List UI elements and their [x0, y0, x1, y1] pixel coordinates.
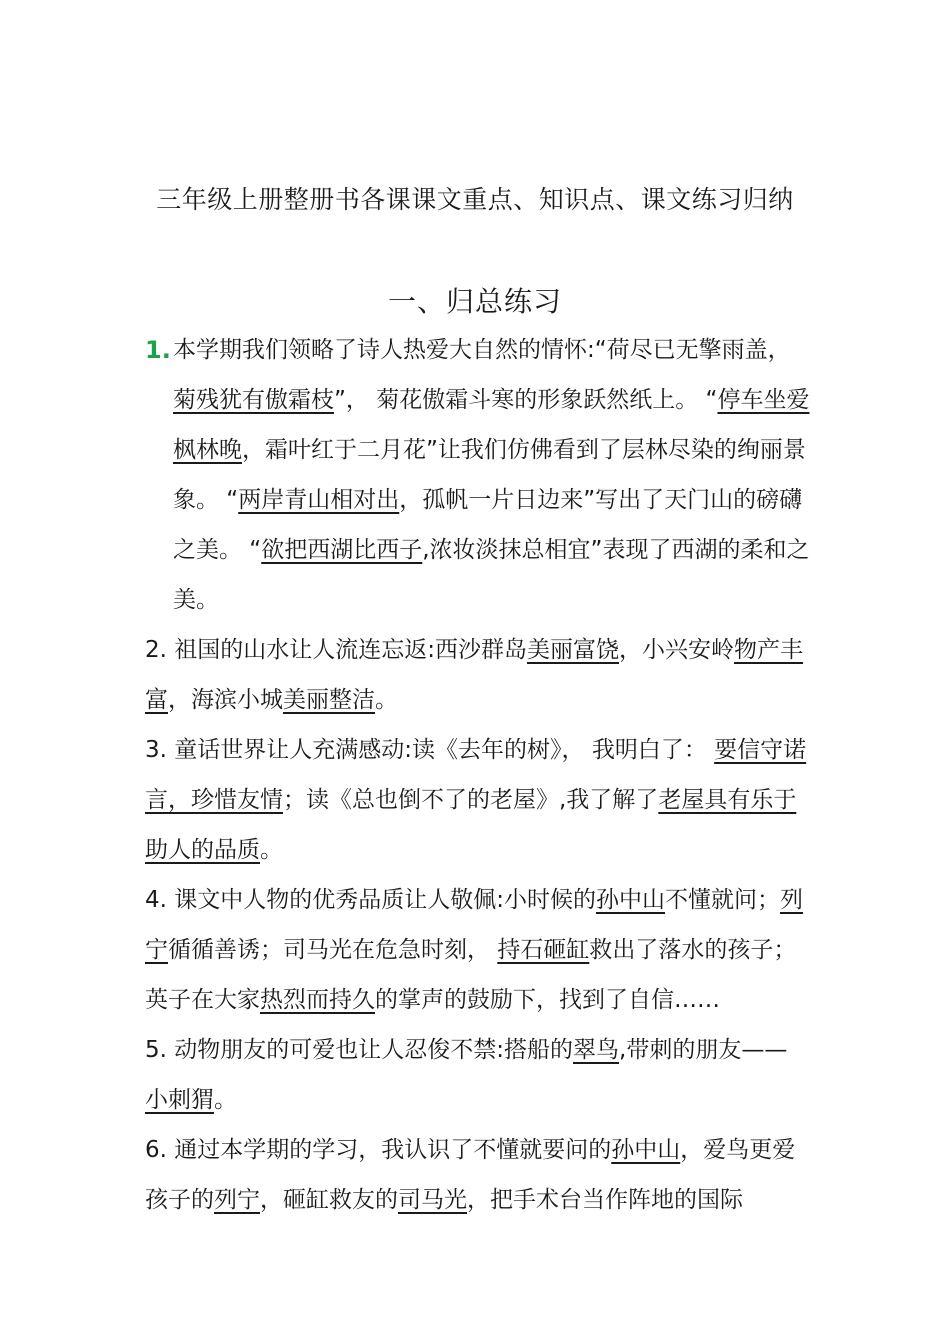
document-title: 三年级上册整册书各课课文重点、知识点、课文练习归纳 — [156, 185, 794, 214]
underlined-text: 欲把西湖比西子 — [261, 537, 423, 563]
item-text: 本学期我们领略了诗人热爱大自然的情怀:“荷尽已无擎雨盖， — [173, 337, 791, 363]
underlined-text: 司马光 — [398, 1187, 467, 1213]
item-text: 。 — [375, 687, 398, 713]
item-text: ，爱鸟更爱孩子的 — [145, 1137, 796, 1213]
underlined-text: 持石砸缸 — [497, 937, 590, 963]
underlined-text: 停车坐爱枫林晚 — [173, 387, 810, 463]
item-text: 。 — [260, 837, 283, 863]
underlined-text: 菊残犹有傲霜枝 — [173, 387, 334, 413]
underlined-text: 热烈而持久 — [260, 987, 375, 1013]
underlined-text: 孙中山 — [611, 1137, 681, 1163]
underlined-text: 列宁 — [214, 1187, 260, 1213]
item-number: 3. — [145, 737, 167, 763]
underlined-text: 翠鸟 — [573, 1037, 620, 1063]
list-item — [145, 1125, 810, 1225]
item-text: ,带刺的朋友—— — [619, 1037, 788, 1063]
underlined-text: 美丽整洁 — [283, 687, 375, 713]
underlined-text: 列宁 — [145, 887, 804, 963]
item-number: 6. — [145, 1137, 167, 1163]
list-item — [145, 1025, 810, 1125]
underlined-text: 物产丰富 — [145, 637, 804, 713]
item-number: 2. — [145, 637, 167, 663]
item-text: 救出了落水的孩子；英子在大家 — [145, 937, 797, 1013]
item-text: ，孤帆一片日边来”写出了天门山的磅礴之美。 “ — [173, 487, 803, 563]
item-text: 。 — [214, 1087, 237, 1113]
item-text: ，霜叶红于二月花”让我们仿佛看到了层林尽染的绚丽景象。 “ — [173, 437, 806, 513]
item-text: 祖国的山水让人流连忘返:西沙群岛 — [166, 637, 528, 663]
underlined-text: 美丽富饶 — [527, 637, 620, 663]
list-item — [145, 725, 810, 875]
item-text: ,浓妆淡抹总相宜”表现了西湖的柔和之美。 — [173, 537, 810, 613]
item-text: 的掌声的鼓励下，找到了自信…… — [375, 987, 720, 1013]
item-text: 循循善诱；司马光在危急时刻， — [168, 937, 498, 963]
list-item — [145, 625, 810, 725]
list-item — [145, 875, 810, 1025]
item-number: 5. — [145, 1037, 167, 1063]
item-text: 童话世界让人充满感动:读《去年的树》， 我明白了： — [166, 737, 715, 763]
underlined-text: 孙中山 — [596, 887, 666, 913]
underlined-text: 两岸青山相对出 — [238, 487, 400, 513]
item-text: ，海滨小城 — [168, 687, 283, 713]
underlined-text: 小刺猬 — [145, 1087, 214, 1113]
item-text: ，小兴安岭 — [619, 637, 735, 663]
list-item — [145, 325, 810, 625]
section-heading: 一、归总练习 — [387, 285, 562, 318]
item-text: 课文中人物的优秀品质让人敬佩:小时候的 — [166, 887, 597, 913]
item-number: 4. — [145, 887, 167, 913]
item-text: ；读《总也倒不了的老屋》,我了解了 — [283, 787, 659, 813]
item-text: ”， 菊花傲霜斗寒的形象跃然纸上。 “ — [334, 387, 718, 413]
item-text: 不懂就问； — [665, 887, 781, 913]
item-text: ，把手术台当作阵地的国际 — [467, 1187, 743, 1213]
underlined-text: 老屋具有乐于助人的品质 — [145, 787, 797, 863]
item-text: 动物朋友的可爱也让人忍俊不禁:搭船的 — [166, 1037, 574, 1063]
item-text: ，砸缸救友的 — [260, 1187, 398, 1213]
exercise-list — [145, 325, 810, 1225]
item-text: 通过本学期的学习，我认识了不懂就要问的 — [166, 1137, 612, 1163]
underlined-text: 要信守诺言，珍惜友情 — [145, 737, 807, 813]
item-number: 1. — [145, 336, 171, 364]
